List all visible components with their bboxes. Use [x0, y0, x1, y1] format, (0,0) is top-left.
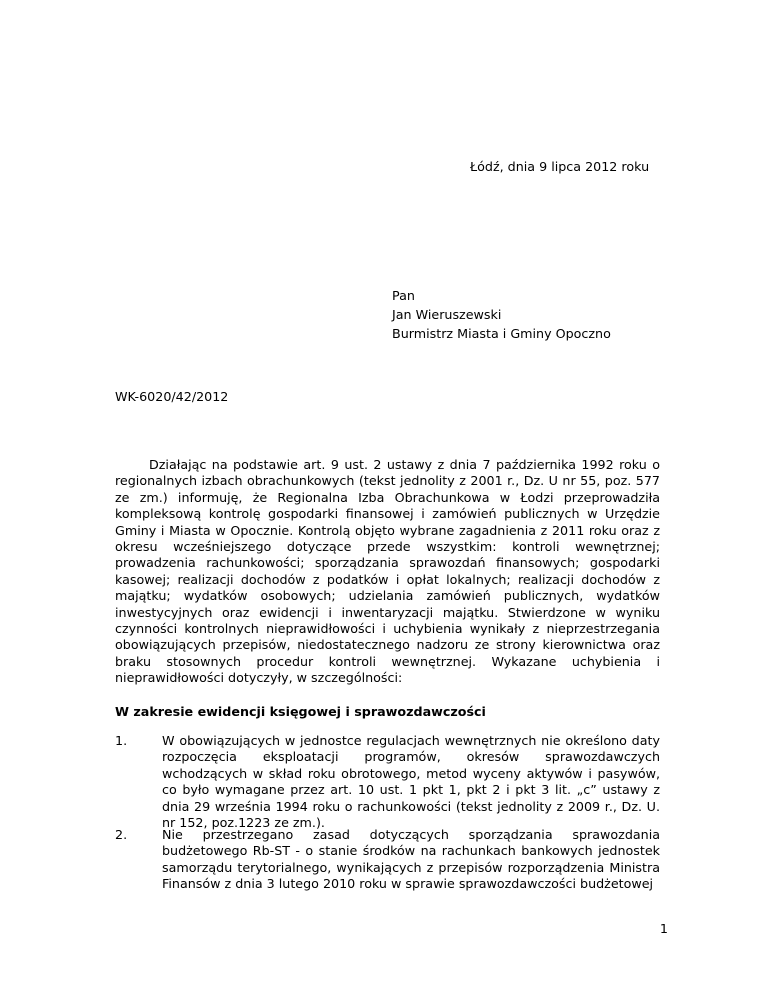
reference-number: WK-6020/42/2012 — [115, 389, 229, 404]
list-item-number: 2. — [115, 827, 128, 842]
recipient-block — [392, 286, 611, 343]
section-heading: W zakresie ewidencji księgowej i sprawozdawczości — [115, 704, 486, 719]
recipient-position: Burmistrz Miasta i Gminy Opoczno — [392, 326, 611, 341]
place-and-date: Łódź, dnia 9 lipca 2012 roku — [470, 159, 650, 174]
list-item-text: Nie przestrzegano zasad dotyczących sporządzania sprawozdania budżetowego Rb-ST - o stanie środków na rachunkach bankowych jednostek samorządu terytorialnego, wynikających z przepisów rozporządzenia Ministra Finansów z dnia 3 lutego 2010 roku w sprawie sprawozdawczości budżetowej — [162, 827, 660, 892]
recipient-salutation: Pan — [392, 288, 415, 303]
list-item-number: 1. — [115, 733, 128, 748]
page-number: 1 — [659, 921, 668, 936]
recipient-name: Jan Wieruszewski — [392, 307, 502, 322]
list-item-text: W obowiązujących w jednostce regulacjach wewnętrznych nie określono daty rozpoczęcia eksploatacji programów, okresów sprawozdawczych wchodzących w skład roku obrotowego, metod wyceny aktywów i pasywów, co było wymagane przez art. 10 ust. 1 pkt 1, pkt 2 i pkt 3 lit. „c” ustawy z dnia 29 września 1994 roku o rachunkowości (tekst jednolity z 2009 r., Dz. U. nr 152, poz.1223 ze zm.). — [162, 733, 660, 831]
intro-paragraph: Działając na podstawie art. 9 ust. 2 ustawy z dnia 7 października 1992 roku o regionalnych izbach obrachunkowych (tekst jednolity z 2001 r., Dz. U nr 55, poz. 577 ze zm.) informuję, że Regionalna Izba Obrachunkowa w Łodzi przeprowadziła kompleksową kontrolę gospodarki finansowej i zamówień publicznych w Urzędzie Gminy i Miasta w Opocznie. Kontrolą objęto wybrane zagadnienia z 2011 roku oraz z okresu wcześniejszego dotyczące przede wszystkim: kontroli wewnętrznej; prowadzenia rachunkowości; sporządzania sprawozdań finansowych; gospodarki kasowej; realizacji dochodów z podatków i opłat lokalnych; realizacji dochodów z majątku; wydatków osobowych; udzielania zamówień publicznych, wydatków inwestycyjnych oraz ewidencji i inwentaryzacji majątku. Stwierdzone w wyniku czynności kontrolnych nieprawidłowości i uchybienia wynikały z nieprzestrzegania obowiązujących przepisów, niedostatecznego nadzoru ze strony kierownictwa oraz braku stosownych procedur kontroli wewnętrznej. Wykazane uchybienia i nieprawidłowości dotyczyły, w szczególności: — [115, 457, 660, 686]
